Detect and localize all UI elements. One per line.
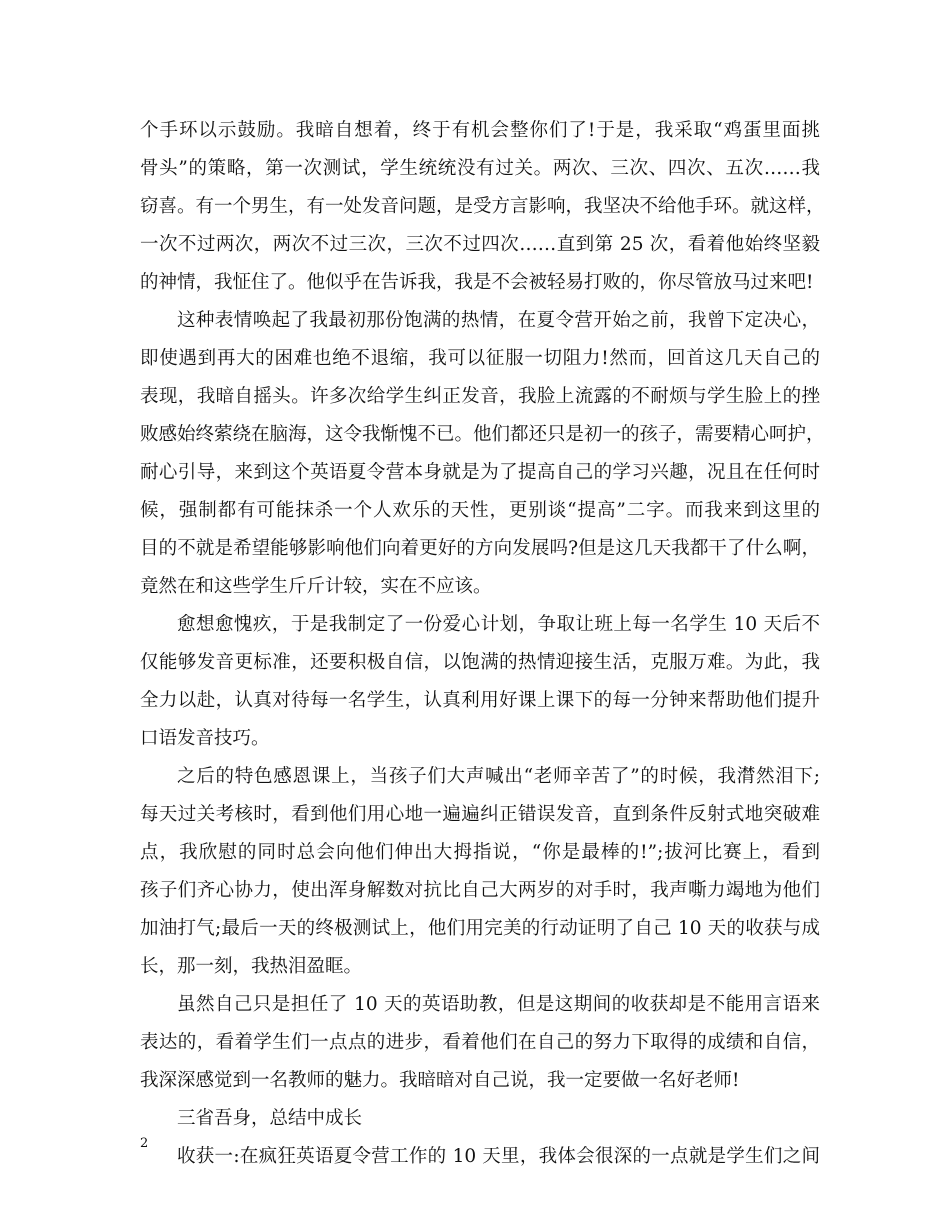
document-body <box>140 112 825 1176</box>
text-line: 竟然在和这些学生斤斤计较，实在不应该。 <box>140 576 492 597</box>
text-line: 表现，我暗自摇头。许多次给学生纠正发音，我脸上流露的不耐烦与学生脸上的挫 <box>140 386 820 407</box>
page-number: 2 <box>140 1136 149 1151</box>
text-line: 候，强制都有可能抹杀一个人欢乐的天性，更别谈“提高”二字。而我来到这里的 <box>140 500 820 521</box>
text-line: 目的不就是希望能够影响他们向着更好的方向发展吗?但是这几天我都干了什么啊， <box>140 538 820 559</box>
text-line: 之后的特色感恩课上，当孩子们大声喊出“老师辛苦了”的时候，我潸然泪下; <box>177 766 820 787</box>
text-line: 个手环以示鼓励。我暗自想着，终于有机会整你们了!于是，我采取“鸡蛋里面挑 <box>140 120 820 141</box>
text-line: 每天过关考核时，看到他们用心地一遍遍纠正错误发音，直到条件反射式地突破难 <box>140 804 820 825</box>
text-line: 窃喜。有一个男生，有一处发音问题，是受方言影响，我坚决不给他手环。就这样， <box>140 196 825 217</box>
text-line: 加油打气;最后一天的终极测试上，他们用完美的行动证明了自己 10 天的收获与成 <box>140 918 820 939</box>
text-line: 即使遇到再大的困难也绝不退缩，我可以征服一切阻力!然而，回首这几天自己的 <box>140 348 820 369</box>
text-line: 这种表情唤起了我最初那份饱满的热情，在夏令营开始之前，我曾下定决心， <box>177 310 820 331</box>
text-line: 败感始终萦绕在脑海，这令我惭愧不已。他们都还只是初一的孩子，需要精心呵护， <box>140 424 825 445</box>
text-line: 一次不过两次，两次不过三次，三次不过四次……直到第 25 次，看着他始终坚毅 <box>140 234 820 255</box>
text-line: 我深深感觉到一名教师的魅力。我暗暗对自己说，我一定要做一名好老师! <box>140 1070 740 1091</box>
text-line: 仅能够发音更标准，还要积极自信，以饱满的热情迎接生活，克服万难。为此，我 <box>140 652 820 673</box>
text-line: 虽然自己只是担任了 10 天的英语助教，但是这期间的收获却是不能用言语来 <box>177 994 820 1015</box>
text-line: 表达的，看着学生们一点点的进步，看着他们在自己的努力下取得的成绩和自信， <box>140 1032 820 1053</box>
text-line: 收获一:在疯狂英语夏令营工作的 10 天里，我体会很深的一点就是学生们之间 <box>177 1146 820 1167</box>
text-line: 点，我欣慰的同时总会向他们伸出大拇指说，“你是最棒的!”;拔河比赛上，看到 <box>140 842 820 863</box>
text-line: 三省吾身，总结中成长 <box>177 1108 363 1129</box>
text-line: 长，那一刻，我热泪盈眶。 <box>140 956 363 977</box>
text-line: 愈想愈愧疚，于是我制定了一份爱心计划，争取让班上每一名学生 10 天后不 <box>177 614 820 635</box>
text-line: 全力以赴，认真对待每一名学生，认真利用好课上课下的每一分钟来帮助他们提升 <box>140 690 820 711</box>
text-line: 孩子们齐心协力，使出浑身解数对抗比自己大两岁的对手时，我声嘶力竭地为他们 <box>140 880 820 901</box>
text-line: 耐心引导，来到这个英语夏令营本身就是为了提高自己的学习兴趣，况且在任何时 <box>140 462 820 483</box>
text-line: 的神情，我怔住了。他似乎在告诉我，我是不会被轻易打败的，你尽管放马过来吧! <box>140 272 814 293</box>
text-line: 骨头”的策略，第一次测试，学生统统没有过关。两次、三次、四次、五次……我 <box>140 158 820 179</box>
text-line: 口语发音技巧。 <box>140 728 270 749</box>
